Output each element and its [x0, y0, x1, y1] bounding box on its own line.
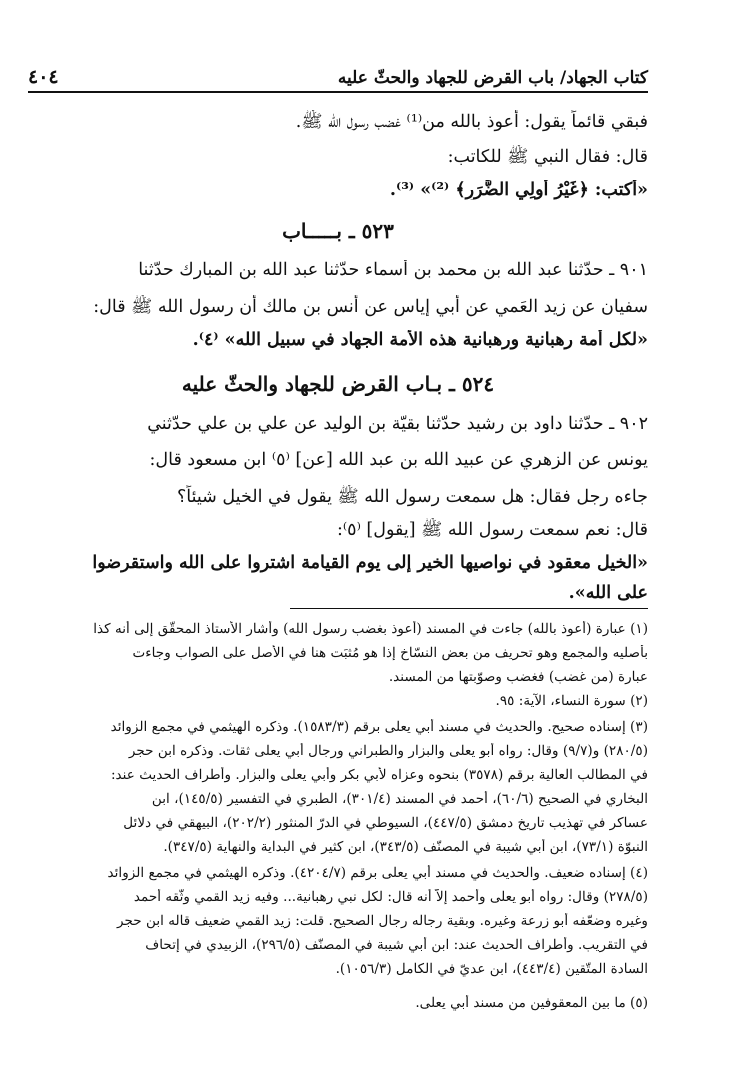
footnote-line: (٢٧٨/٥) وقال: رواه أبو يعلى وأحمد إلاّ أنه قال: لكل نبي رهبانية... وفيه زيد القمي وثّقه أحمد [133, 889, 648, 905]
footnote-line: عساكر في تهذيب تاريخ دمشق (٤٤٧/٥)، السيوطي في الدرّ المنثور (٢٠٢/٢)، البيهقي في دلائل [123, 815, 648, 831]
footnote-line: النبوّة (٧٣/١)، ابن أبي شيبة في المصنّف (٣٤٣/٥)، ابن كثير في البداية والنهاية (٣٤٧/٥). [163, 839, 648, 855]
footnote-line: (٣) إسناده صحيح. والحديث في مسند أبي يعلى برقم (١٥٨٣/٣). وذكره الهيثمي في مجمع الزوائد [110, 719, 648, 735]
footnote-line: (٢) سورة النساء، الآية: ٩٥. [495, 693, 648, 709]
hadith-902-line: ٩٠٢ ـ حدّثنا داود بن رشيد حدّثنا بقيّة بن الوليد عن علي بن علي حدّثني [147, 414, 648, 434]
footnote-line: (٢٨٠/٥) و(٩/٧) وقال: رواه أبو يعلى والبزار والطبراني ورجال أبي يعلى ثقات. وذكره ابن حجر [128, 743, 648, 759]
footnote-line: في المطالب العالية برقم (٣٥٧٨) بنحوه وعزاه لأبي بكر وأبي يعلى والبزار. وأطراف الحديث عند: [110, 767, 648, 783]
footnote-line: وغيره وضعّفه أبو زرعة وغيره. وبقية رجاله رجال الصحيح. قلت: زيد القمي ضعيف قاله ابن حجر [116, 913, 648, 929]
body-line-quran: «أكتب: ﴿غَيْرُ أُولِي الضَّرَرِ﴾ ⁽²⁾» ⁽³⁾. [389, 180, 648, 200]
chapter-heading-523: ٥٢٣ ـ بـــــاب [282, 219, 394, 243]
hadith-901-matn: «لكل أمة رهبانية ورهبانية هذه الأمة الجهاد في سبيل الله» ⁽٤⁾. [192, 330, 648, 350]
chapter-heading-524: ٥٢٤ ـ بـاب القرض للجهاد والحثّ عليه [181, 372, 495, 396]
running-title: كتاب الجهاد/ باب القرض للجهاد والحثّ عليه [337, 68, 648, 88]
hadith-902-line: يونس عن الزهري عن عبيد الله بن عبد الله [عن] ⁽٥⁾ ابن مسعود قال: [149, 450, 648, 470]
header-rule [28, 91, 648, 93]
hadith-902-line: جاءه رجل فقال: هل سمعت رسول الله ﷺ يقول في الخيل شيئاً؟ [177, 487, 648, 507]
footnote-line: بأصليه والمجمع وهو تحريف من بعض النسّاخ إذا هو مُثبَت هنا في الأصل على الصواب وجاءت [132, 645, 648, 661]
body-line: قال: فقال النبي ﷺ للكاتب: [447, 147, 648, 167]
page-header [28, 58, 648, 88]
hadith-902-matn: على الله». [568, 583, 648, 603]
hadith-901-line: ٩٠١ ـ حدّثنا عبد الله بن محمد بن أسماء حدّثنا عبد الله بن المبارك حدّثنا [138, 260, 648, 280]
hadith-902-line: قال: نعم سمعت رسول الله ﷺ [يقول] ⁽٥⁾: [336, 520, 648, 540]
footnote-line: (٤) إسناده ضعيف. والحديث في مسند أبي يعلى برقم (٤٢٠٤/٧). وذكره الهيثمي في مجمع الزوائد [107, 865, 648, 881]
body-line: فبقي قائماً يقول: أعوذ بالله من⁽¹⁾ غضب رسول الله ﷺ. [295, 112, 648, 132]
page-number: ٤٠٤ [28, 66, 59, 88]
footnote-line: في التقريب. وأطراف الحديث عند: ابن أبي شيبة في المصنّف (٢٩٦/٥)، الزبيدي في إتحاف [145, 937, 648, 953]
hadith-901-line: سفيان عن زيد العَمي عن أبي إياس عن أنس بن مالك أن رسول الله ﷺ قال: [93, 297, 648, 317]
footnote-line: (١) عبارة (أعوذ بالله) جاءت في المسند (أعوذ بغضب رسول الله) وأشار الأستاذ المحقّق إلى أنه كذا [93, 621, 648, 637]
footnote-rule [290, 608, 648, 609]
footnote-line: السادة المتّقين (٤٤٣/٤)، ابن عديّ في الكامل (١٠٥٦/٣). [335, 961, 648, 977]
footnote-line: البخاري في الصحيح (٦٠/٦)، أحمد في المسند (٣٠١/٤)، الطبري في التفسير (١٤٥/٥)، ابن [151, 791, 648, 807]
footnote-line: عبارة (من غضب) فغضب وصوّبتها من المسند. [388, 669, 648, 685]
hadith-902-matn: «الخيل معقود في نواصيها الخير إلى يوم القيامة اشتروا على الله واستقرضوا [92, 553, 648, 573]
footnote-line: (٥) ما بين المعقوفين من مسند أبي يعلى. [415, 995, 648, 1011]
